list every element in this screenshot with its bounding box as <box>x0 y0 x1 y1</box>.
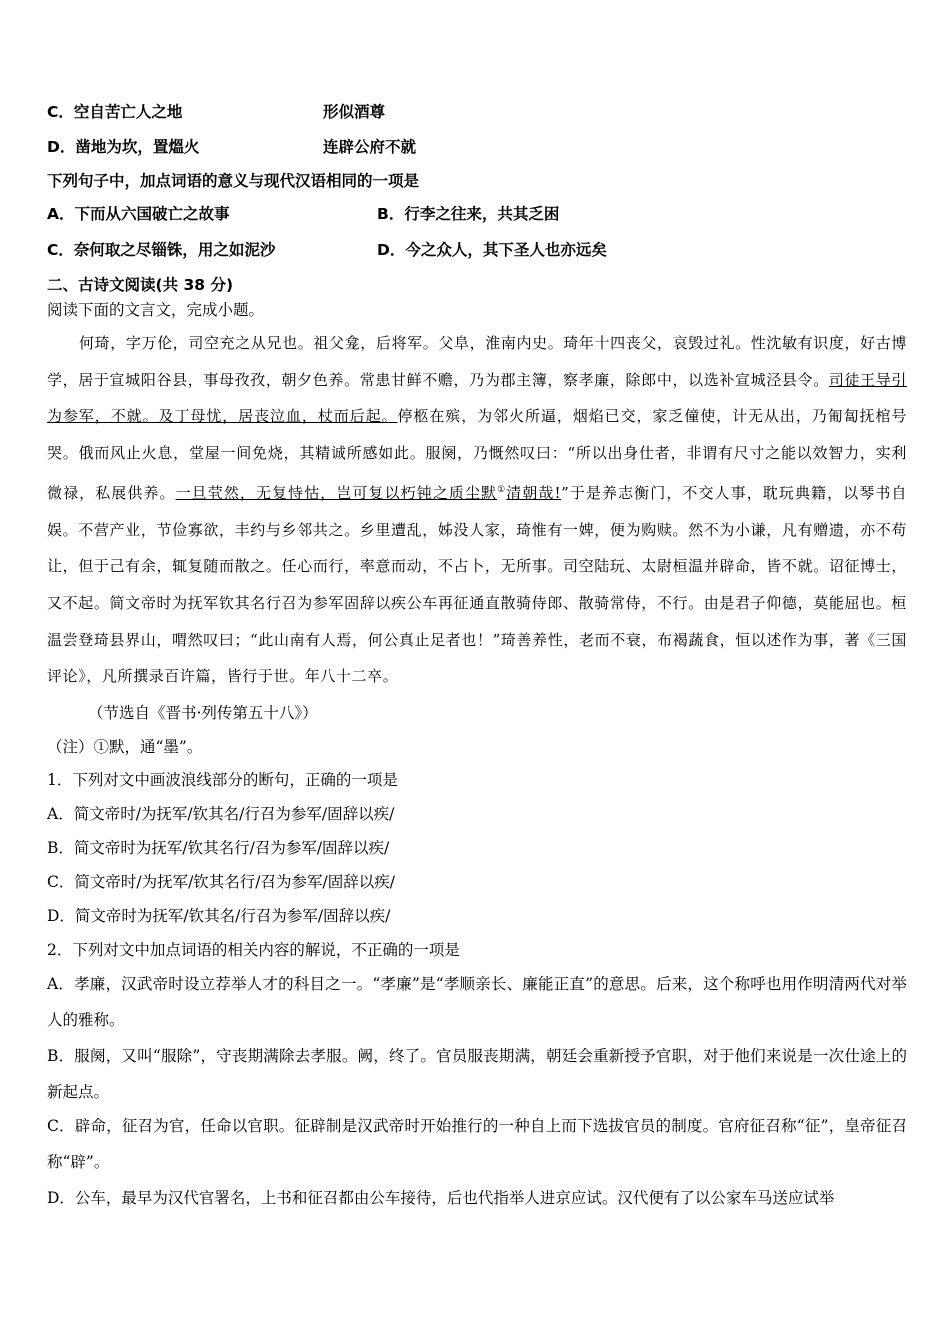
passage-underlined-2b: 清朝哉! <box>506 483 562 502</box>
meaning-option-d: D．今之众人，其下圣人也亦远矣 <box>377 241 607 259</box>
meaning-option-c: C．奈何取之尽锱铢，用之如泥沙 <box>47 241 276 259</box>
q2-stem: 2．下列对文中加点词语的相关内容的解说，不正确的一项是 <box>47 941 460 959</box>
option-d-row <box>47 137 417 157</box>
section-heading: 二、古诗文阅读(共 38 分) <box>47 276 234 294</box>
meaning-option-b: B．行李之往来，共其乏困 <box>377 205 560 223</box>
q1-stem: 1．下列对文中画波浪线部分的断句，正确的一项是 <box>47 771 398 789</box>
option-c-left: C．空自苦亡人之地 <box>47 103 183 121</box>
q1-option-b: B．简文帝时为抚军/钦其名行/召为参军/固辞以疾/ <box>47 839 390 857</box>
passage-part-3: ”于是养志衡门，不交人事，耽玩典籍，以琴书自娱。不营产业，节俭寡欲，丰约与乡邻共之。乡里遭乱，姊没人家，琦惟有一婢，便为购赎。然不为小谦，凡有赠遗，亦不苟让，但于己有余，辄复随而散之。任心而行，率意而动，不占卜，无所事。司空陆玩、太尉桓温并辟命，皆不就。诏征博士，又不起。简文帝时为抚军钦其名行召为参军固辞以疾公车再征通直散骑侍郎、散骑常侍，不行。由是君子仰德，莫能屈也。桓温尝登琦县界山，喟然叹曰；“此山南有人焉，何公真止足者也！”琦善养性，老而不衰，布褐蔬食，恒以述作为事，著《三国评论》，凡所撰录百许篇，皆行于世。年八十二卒。 <box>47 483 907 686</box>
option-c-right: 形似酒尊 <box>323 103 386 121</box>
meaning-option-a: A．下而从六国破亡之故事 <box>47 205 230 223</box>
q2-option-a: A．孝廉，汉武帝时设立荐举人才的科目之一。“孝廉”是“孝顺亲长、廉能正直”的意思。后来，这个称呼也用作明清两代对举人的雅称。 <box>47 975 907 1029</box>
passage-part-2: 停柩在殡，为邻火所逼，烟焰已交，家乏僮使，计无从出，乃匍匐抚棺号哭。俄而风止火息，堂屋一间免烧，其精诚所感如此。服阕，乃慨然叹曰：“所以出身仕者，非谓有尺寸之能以效智力，实利微禄，私展供养。 <box>47 407 908 502</box>
option-d-left: D．凿地为坎，置熅火 <box>47 138 200 156</box>
meaning-row-ab <box>47 204 560 224</box>
passage-underlined-2a: 一旦茕然，无复恃怙，岂可复以朽钝之质尘默 <box>175 483 498 502</box>
q1-option-d: D．简文帝时为抚军/钦其名/行召为参军/固辞以疾/ <box>47 907 391 925</box>
option-d-right: 连辟公府不就 <box>323 138 417 156</box>
passage-note: （注）①默，通“墨”。 <box>47 738 203 756</box>
option-c-row <box>47 102 386 122</box>
q2-option-c: C．辟命，征召为官，任命以官职。征辟制是汉武帝时开始推行的一种自上而下选拔官员的制度。官府征召称“征”，皇帝征召称“辟”。 <box>47 1117 907 1171</box>
passage-underlined-1: 司徒王导引为参军，不就。及丁母忧，居丧泣血，杖而后起。 <box>47 370 907 426</box>
passage-part-1: 何琦，字万伦，司空充之从兄也。祖父龛，后将军。父阜，淮南内史。琦年十四丧父，哀毁过礼。性沈敏有识度，好古博学，居于宣城阳谷县，事母孜孜，朝夕色养。常患甘鲜不赡，乃为郡主簿，察孝廉，除郎中，以选补宣城泾县令。 <box>47 334 907 389</box>
footnote-marker: ① <box>497 484 507 495</box>
passage-source: （节选自《晋书·列传第五十八》） <box>88 704 318 722</box>
passage <box>47 325 907 695</box>
question-stem-meaning: 下列句子中，加点词语的意义与现代汉语相同的一项是 <box>47 172 420 190</box>
section-instruction: 阅读下面的文言文，完成小题。 <box>47 301 265 319</box>
q2-option-b: B．服阕，又叫“服除”，守丧期满除去孝服。阙，终了。官员服丧期满，朝廷会重新授予官职，对于他们来说是一次仕途上的新起点。 <box>47 1047 907 1101</box>
q1-option-c: C．简文帝时/为抚军/钦其名行/召为参军/固辞以疾/ <box>47 873 395 891</box>
q1-option-a: A．简文帝时/为抚军/钦其名/行召为参军/固辞以疾/ <box>47 805 395 823</box>
q2-option-d: D．公车，最早为汉代官署名，上书和征召都由公车接待，后也代指举人进京应试。汉代便有了以公家车马送应试举 <box>47 1189 835 1207</box>
meaning-row-cd <box>47 240 607 260</box>
